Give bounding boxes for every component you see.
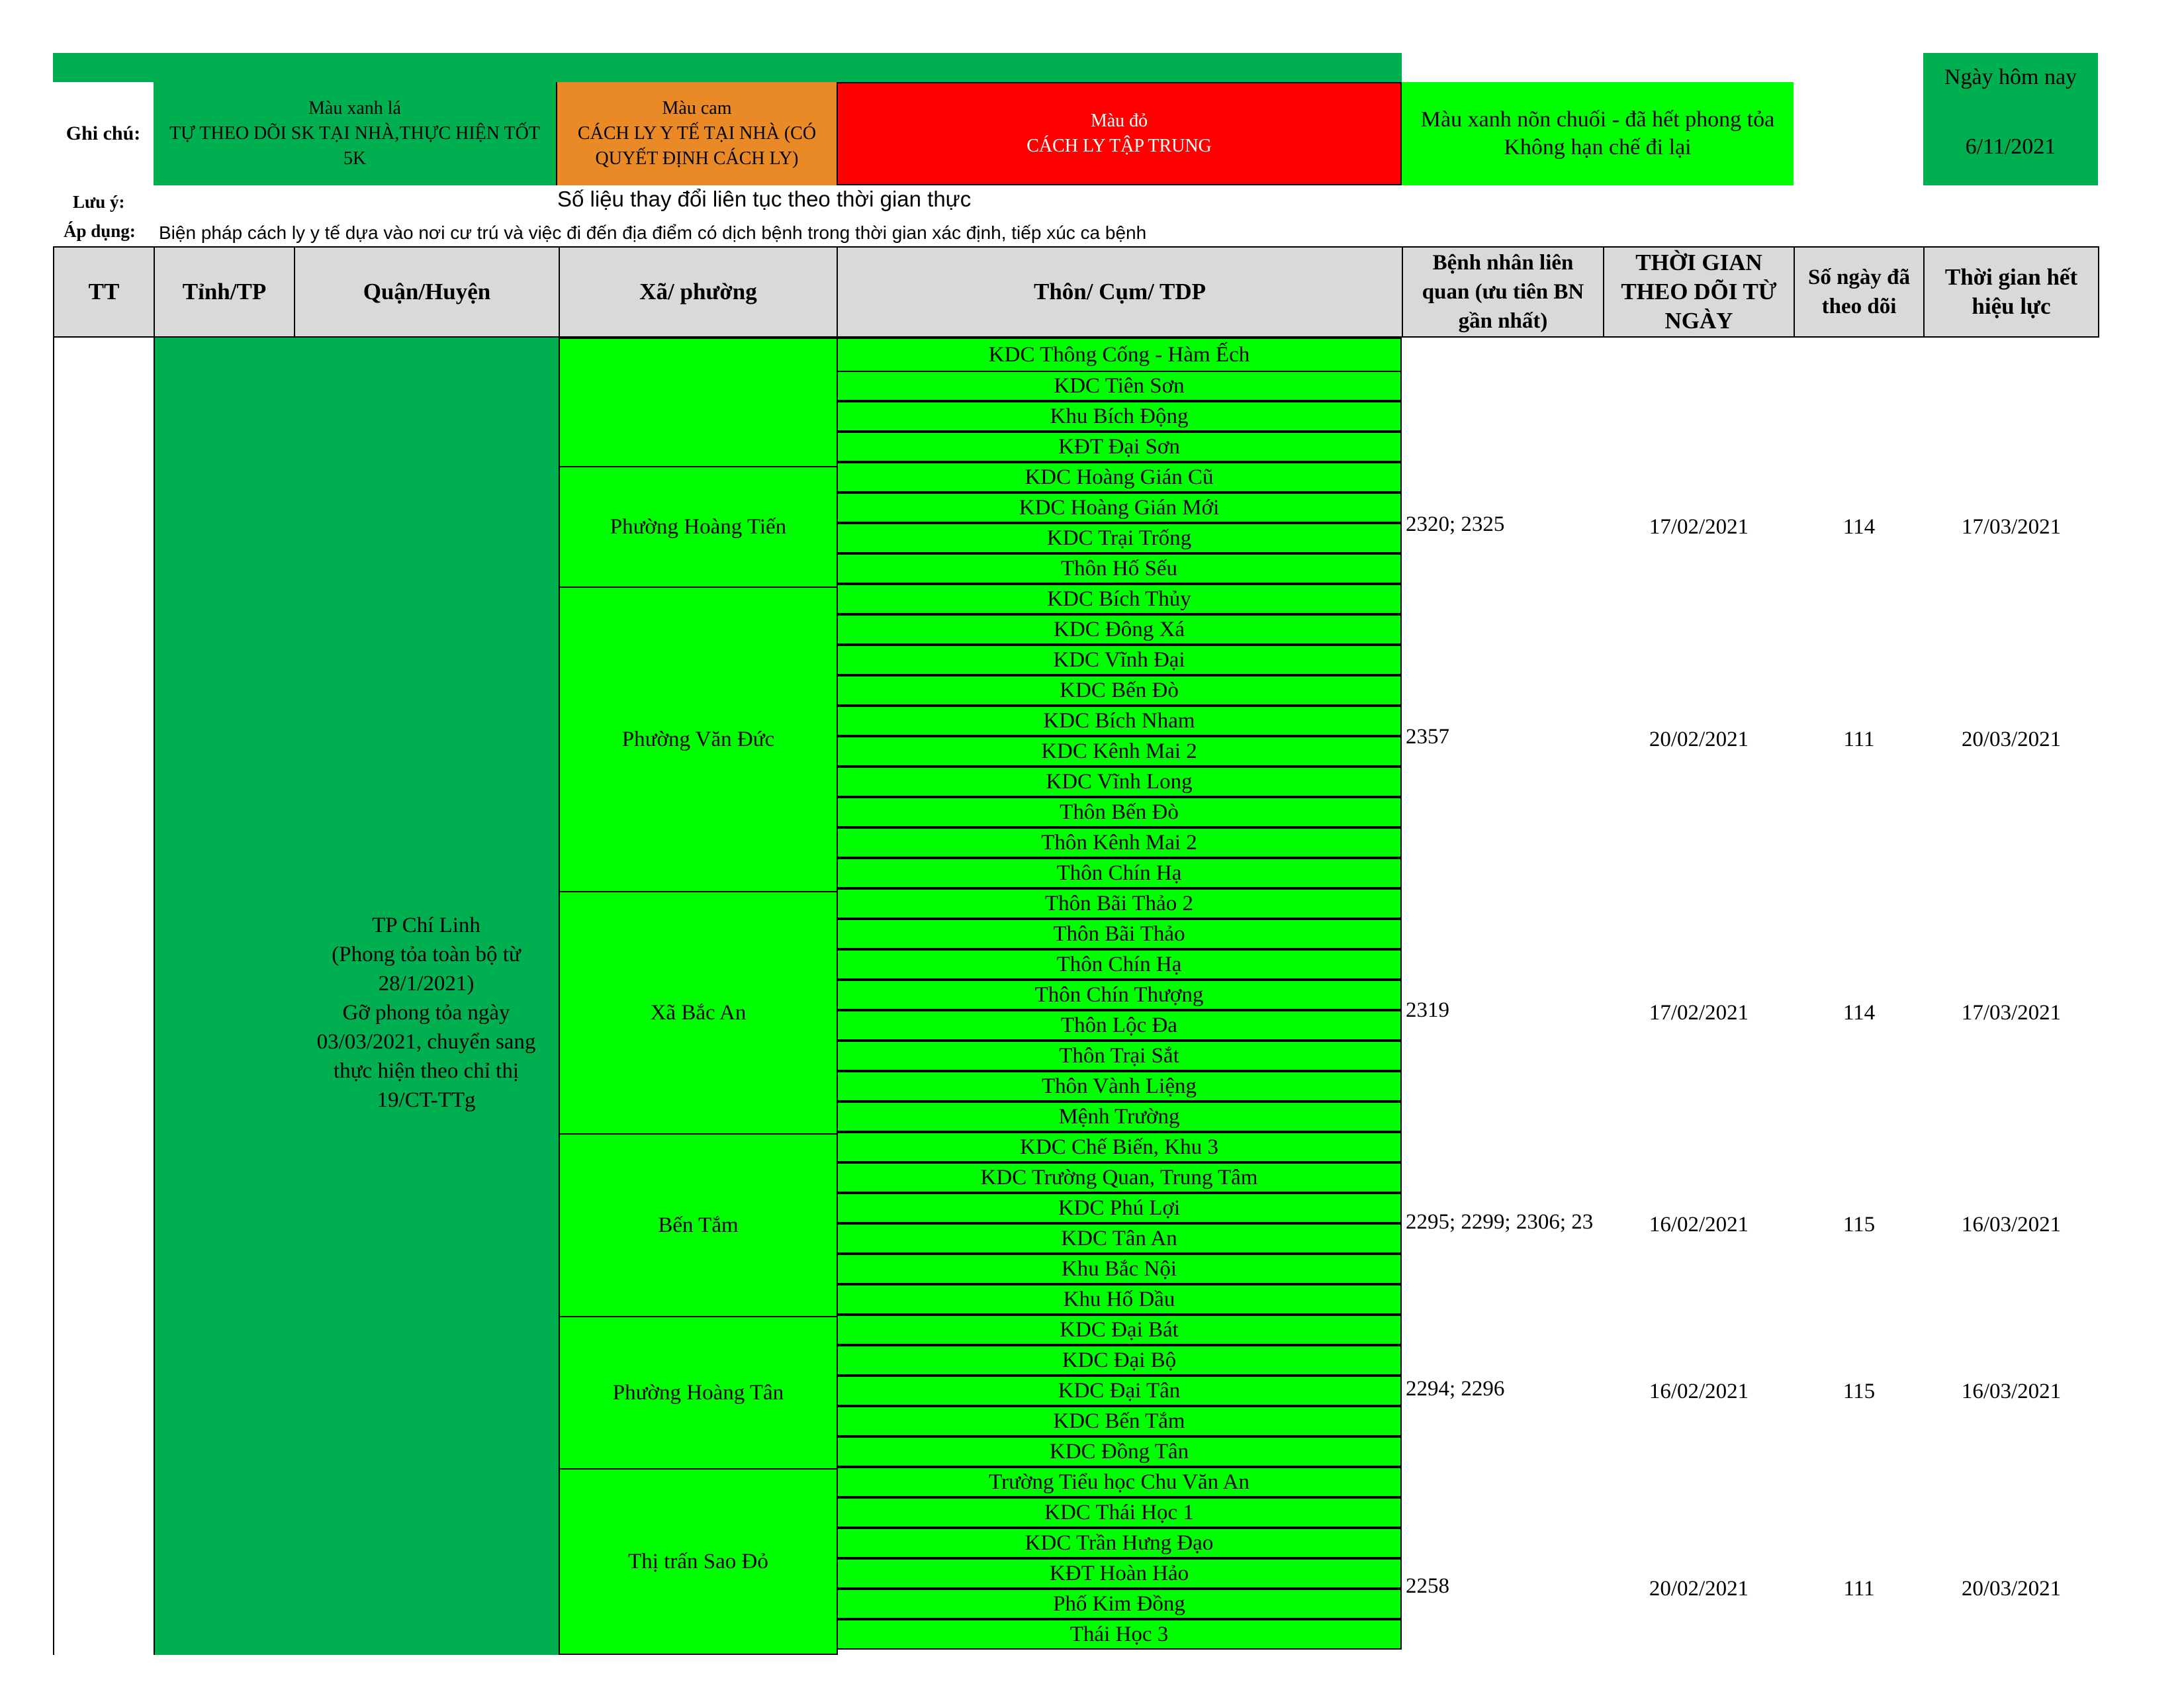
legend-green-title: Màu xanh lá — [308, 98, 401, 118]
benh-nhan-value: 2319 — [1406, 998, 1449, 1022]
thon-row: Thôn Vành Liệng — [837, 1071, 1402, 1102]
header-benh-nhan: Bệnh nhân liên quan (ưu tiên BN gần nhất) — [1402, 246, 1604, 338]
benh-nhan-value: 2320; 2325 — [1406, 512, 1505, 536]
xa-cell — [559, 338, 838, 467]
legend-red-text: CÁCH LY TẬP TRUNG — [1026, 136, 1212, 156]
benh-nhan-value: 2295; 2299; 2306; 23 — [1406, 1210, 1594, 1234]
days-value: 111 — [1843, 727, 1875, 751]
thon-row: KDC Tiên Sơn — [837, 371, 1402, 401]
thon-row: KDC Bích Thủy — [837, 584, 1402, 614]
header-het-hieu-luc: Thời gian hết hiệu lực — [1923, 246, 2099, 338]
header-so-ngay: Số ngày đã theo dõi — [1794, 246, 1925, 338]
thon-row: KDC Tân An — [837, 1223, 1402, 1254]
thon-row: Khu Bắc Nội — [837, 1254, 1402, 1284]
thon-row: KDC Trường Quan, Trung Tâm — [837, 1162, 1402, 1193]
from-date-value: 16/02/2021 — [1649, 1379, 1749, 1403]
thon-row: Thôn Bãi Thảo — [837, 919, 1402, 949]
thon-row: KDC Trần Hưng Đạo — [837, 1528, 1402, 1558]
benh-nhan-value: 2258 — [1406, 1574, 1449, 1598]
benh-nhan-value: 2294; 2296 — [1406, 1377, 1505, 1401]
from-date-value: 16/02/2021 — [1649, 1212, 1749, 1237]
legend-red-title: Màu đỏ — [1090, 111, 1148, 131]
from-date-value: 17/02/2021 — [1649, 514, 1749, 539]
to-date-value: 20/03/2021 — [1961, 1576, 2062, 1601]
thon-row: Thôn Kênh Mai 2 — [837, 827, 1402, 858]
thon-row: KDC Đại Bát — [837, 1315, 1402, 1345]
thon-row: Thôn Chín Hạ — [837, 858, 1402, 888]
ap-dung-label: Áp dụng: — [64, 221, 136, 241]
days-value: 114 — [1843, 514, 1876, 539]
xa-cell: Phường Hoàng Tiến — [559, 466, 838, 588]
header-xa: Xã/ phường — [559, 246, 838, 338]
legend-lime-line2: Không hạn chế đi lại — [1504, 135, 1692, 160]
legend-lime — [1402, 82, 1794, 185]
header-thon: Thôn/ Cụm/ TDP — [837, 246, 1403, 338]
district-lockdown: (Phong tỏa toàn bộ từ 28/1/2021) — [332, 943, 521, 996]
header-tinh: Tỉnh/TP — [154, 246, 295, 338]
legend-orange — [557, 82, 837, 185]
tinh-column — [154, 338, 295, 1655]
thon-row: KDC Đông Xá — [837, 614, 1402, 645]
thon-row: KĐT Đại Sơn — [837, 432, 1402, 462]
to-date-value: 16/03/2021 — [1961, 1379, 2062, 1403]
legend-orange-title: Màu cam — [662, 98, 732, 118]
header-thoi-gian: THỜI GIAN THEO DÕI TỪ NGÀY — [1603, 246, 1795, 338]
thon-row: KDC Đại Bộ — [837, 1345, 1402, 1376]
xa-cell: Bến Tắm — [559, 1133, 838, 1317]
benh-nhan-value: 2357 — [1406, 725, 1449, 749]
thon-row: KDC Kênh Mai 2 — [837, 736, 1402, 767]
thon-row: KDC Hoàng Gián Mới — [837, 492, 1402, 523]
thon-row: Thôn Chín Thượng — [837, 980, 1402, 1010]
from-date-value: 20/02/2021 — [1649, 727, 1749, 751]
thon-row: Khu Bích Động — [837, 401, 1402, 432]
to-date-value: 20/03/2021 — [1961, 727, 2062, 751]
days-value: 115 — [1843, 1212, 1876, 1237]
thon-row: KDC Thái Học 1 — [837, 1497, 1402, 1528]
thon-row: KDC Hoàng Gián Cũ — [837, 462, 1402, 492]
luu-y-label: Lưu ý: — [73, 192, 125, 212]
days-value: 111 — [1843, 1576, 1875, 1601]
today-box — [1923, 53, 2098, 185]
thon-row: Mệnh Trường — [837, 1102, 1402, 1132]
thon-row: KDC Vĩnh Long — [837, 767, 1402, 797]
header-quan: Quận/Huyện — [294, 246, 560, 338]
district-note: Gỡ phong tỏa ngày 03/03/2021, chuyển sang thực hiện theo chỉ thị 19/CT-TTg — [316, 1001, 536, 1112]
thon-row: Thôn Hố Sếu — [837, 553, 1402, 584]
thon-row: Phố Kim Đồng — [837, 1589, 1402, 1619]
district-name: TP Chí Linh — [372, 914, 480, 937]
to-date-value: 16/03/2021 — [1961, 1212, 2062, 1237]
days-value: 115 — [1843, 1379, 1876, 1403]
thon-row: KDC Chế Biến, Khu 3 — [837, 1132, 1402, 1162]
legend-label: Ghi chú: — [66, 122, 141, 144]
thon-row: KDC Bến Đò — [837, 675, 1402, 706]
thon-row: Thôn Bến Đò — [837, 797, 1402, 827]
legend-lime-line1: Màu xanh nõn chuối - đã hết phong tỏa — [1420, 107, 1775, 132]
xa-cell: Thị trấn Sao Đỏ — [559, 1468, 838, 1655]
from-date-value: 20/02/2021 — [1649, 1576, 1749, 1601]
thon-row: KDC Đại Tân — [837, 1376, 1402, 1406]
top-green-bar — [53, 53, 1402, 82]
legend-green-text: TỰ THEO DÕI SK TẠI NHÀ,THỰC HIỆN TỐT 5K — [169, 123, 540, 169]
legend-orange-text: CÁCH LY Y TẾ TẠI NHÀ (CÓ QUYẾT ĐỊNH CÁCH LY) — [577, 123, 817, 169]
thon-row: Thôn Bãi Thảo 2 — [837, 888, 1402, 919]
to-date-value: 17/03/2021 — [1961, 1000, 2062, 1025]
thon-row: Khu Hố Dầu — [837, 1284, 1402, 1315]
district-cell — [294, 338, 560, 1655]
header-tt: TT — [53, 246, 155, 338]
thon-row: KDC Phú Lợi — [837, 1193, 1402, 1223]
luu-y-text: Số liệu thay đổi liên tục theo thời gian thực — [557, 187, 972, 211]
from-date-value: 17/02/2021 — [1649, 1000, 1749, 1025]
thon-row: Thôn Lộc Đa — [837, 1010, 1402, 1041]
thon-row: KDC Bích Nham — [837, 706, 1402, 736]
ap-dung-text: Biện pháp cách ly y tế dựa vào nơi cư trú và việc đi đến địa điểm có dịch bệnh trong thời gian xác định, tiếp xúc ca bệnh — [159, 222, 1147, 243]
thon-row: KDC Bến Tắm — [837, 1406, 1402, 1436]
thon-row: KDC Đồng Tân — [837, 1436, 1402, 1467]
thon-row: KĐT Hoàn Hảo — [837, 1558, 1402, 1589]
legend-green — [154, 82, 557, 185]
tt-column-border — [53, 338, 54, 1655]
thon-row: KDC Trại Trống — [837, 523, 1402, 553]
xa-cell: Phường Văn Đức — [559, 586, 838, 892]
to-date-value: 17/03/2021 — [1961, 514, 2062, 539]
thon-row: Thái Học 3 — [837, 1619, 1402, 1650]
thon-row: Thôn Chín Hạ — [837, 949, 1402, 980]
legend-red — [837, 82, 1402, 185]
thon-row: KDC Vĩnh Đại — [837, 645, 1402, 675]
thon-row: KDC Thông Cống - Hàm Ếch — [837, 338, 1402, 372]
thon-row: Thôn Trại Sắt — [837, 1041, 1402, 1071]
xa-cell: Phường Hoàng Tân — [559, 1316, 838, 1470]
today-label: Ngày hôm nay — [1944, 65, 2077, 89]
today-date: 6/11/2021 — [1965, 134, 2056, 159]
xa-cell: Xã Bắc An — [559, 891, 838, 1135]
thon-row: Trường Tiểu học Chu Văn An — [837, 1467, 1402, 1497]
days-value: 114 — [1843, 1000, 1876, 1025]
